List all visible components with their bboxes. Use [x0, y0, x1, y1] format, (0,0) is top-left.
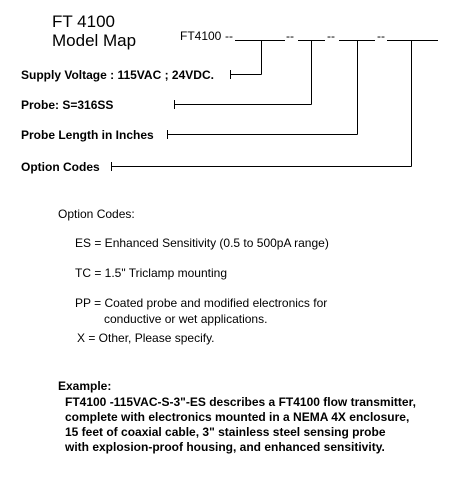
example-line-3: 15 feet of coaxial cable, 3" stainless steel sensing probe	[65, 425, 386, 439]
option-item-tc: TC = 1.5" Triclamp mounting	[75, 266, 227, 280]
model-code-prefix: FT4100	[180, 29, 222, 43]
separator-3: --	[327, 29, 335, 43]
title-line-1: FT 4100	[52, 12, 116, 31]
separator-2: --	[286, 29, 294, 43]
field-label-probe-length: Probe Length in Inches	[21, 128, 154, 142]
option-item-es: ES = Enhanced Sensitivity (0.5 to 500pA range)	[75, 236, 329, 250]
option-item-pp-continued: conductive or wet applications.	[104, 312, 268, 326]
example-line-2: complete with electronics mounted in a NEMA 4X enclosure,	[65, 410, 410, 424]
example-heading: Example:	[58, 379, 112, 393]
field-label-probe: Probe: S=316SS	[21, 98, 114, 112]
field-label-supply-voltage: Supply Voltage : 115VAC ; 24VDC.	[21, 68, 214, 82]
field-label-option-codes: Option Codes	[21, 160, 100, 174]
title-line-2: Model Map	[52, 31, 137, 50]
option-codes-heading: Option Codes:	[58, 207, 135, 221]
separator-4: --	[377, 29, 385, 43]
option-item-x: X = Other, Please specify.	[77, 331, 215, 345]
option-item-pp: PP = Coated probe and modified electronics for	[75, 296, 328, 310]
example-line-4: with explosion-proof housing, and enhanced sensitivity.	[65, 440, 385, 454]
example-line-1: FT4100 -115VAC-S-3"-ES describes a FT4100 flow transmitter,	[65, 395, 416, 409]
separator-1: --	[225, 29, 233, 43]
